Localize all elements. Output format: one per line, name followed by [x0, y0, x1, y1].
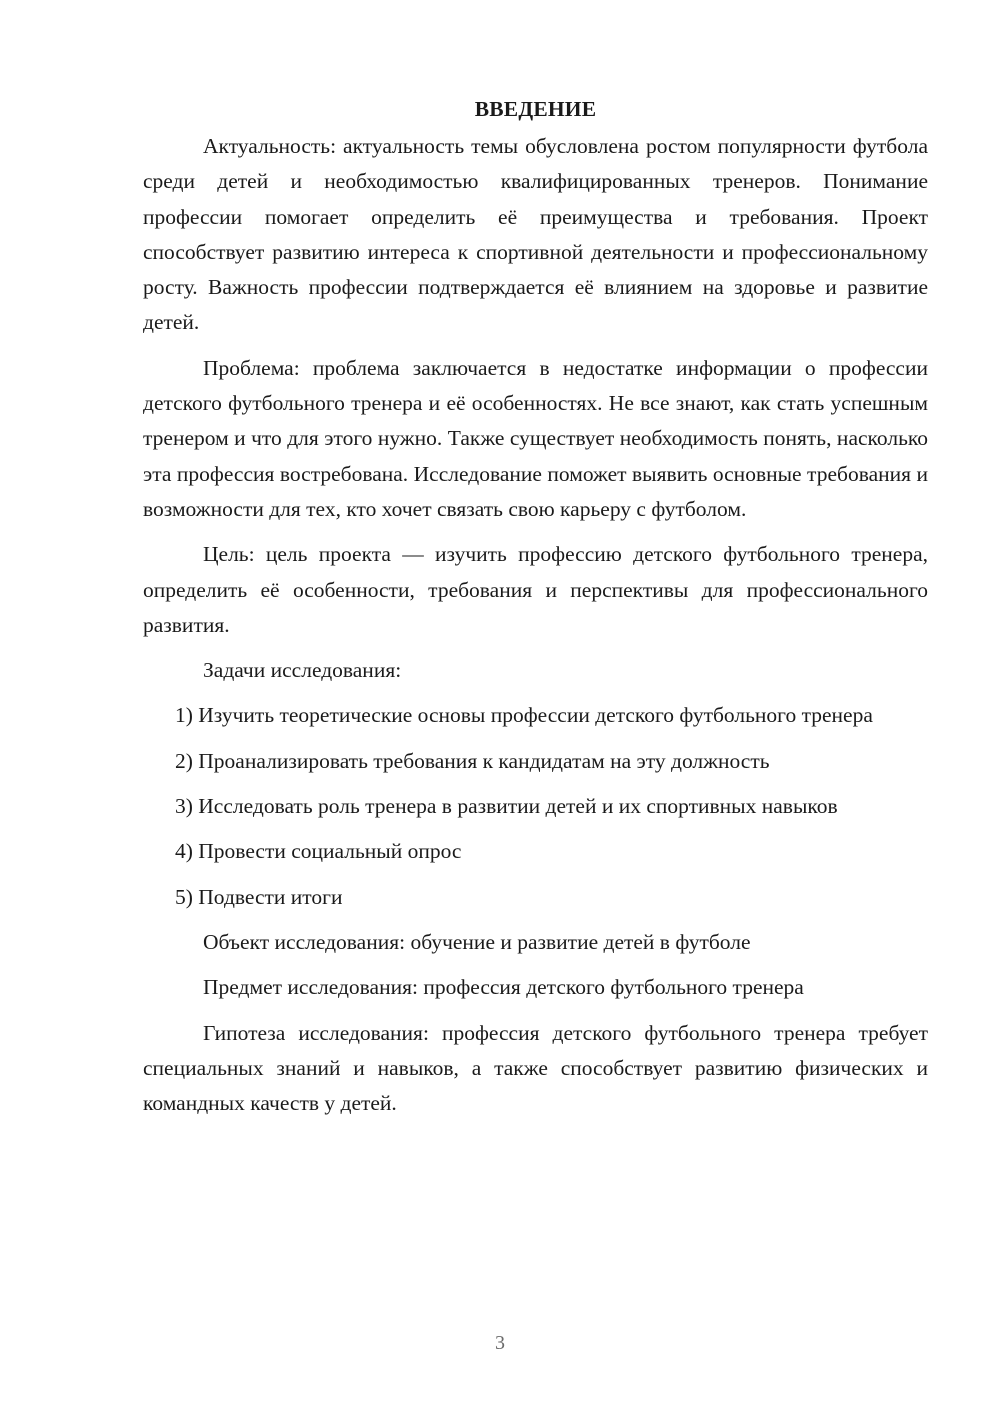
- paragraph-subject: Предмет исследования: профессия детского футбольного тренера: [203, 975, 804, 1000]
- paragraph-hypothesis: Гипотеза исследования: профессия детского футбольного тренера требует специальных знаний и навыков, а также способствует развитию физических и командных качеств у детей.: [143, 1020, 928, 1116]
- document-page: [143, 92, 928, 1121]
- paragraph-goal: Цель: цель проекта — изучить профессию детского футбольного тренера, определить её особенности, требования и перспективы для профессионального развития.: [143, 542, 928, 637]
- task-item-5: 5) Подвести итоги: [175, 884, 343, 909]
- task-item-2: 2) Проанализировать требования к кандидатам на эту должность: [175, 748, 770, 773]
- task-item-3: 3) Исследовать роль тренера в развитии детей и их спортивных навыков: [175, 794, 838, 819]
- tasks-title: Задачи исследования:: [203, 658, 402, 683]
- page-number: 3: [495, 1332, 505, 1354]
- paragraph-relevance: Актуальность: актуальность темы обусловлена ростом популярности футбола среди детей и необходимостью квалифицированных тренеров. Понимание профессии помогает определить её преимущества и требования. Проект способствует развитию интереса к спортивной деятельности и профессиональному росту. Важность профессии подтверждается её влиянием на здоровье и развитие детей.: [143, 134, 928, 335]
- paragraph-problem: Проблема: проблема заключается в недостатке информации о профессии детского футбольного тренера и её особенностях. Не все знают, как стать успешным тренером и что для этого нужно. Также существует необходимость понять, насколько эта профессия востребована. Исследование поможет выявить основные требования и возможности для тех, кто хочет связать свою карьеру с футболом.: [143, 355, 928, 521]
- paragraph-object: Объект исследования: обучение и развитие детей в футболе: [203, 929, 751, 954]
- section-heading: ВВЕДЕНИЕ: [474, 97, 597, 121]
- task-item-4: 4) Провести социальный опрос: [175, 839, 462, 864]
- task-item-1: 1) Изучить теоретические основы профессии детского футбольного тренера: [175, 703, 873, 728]
